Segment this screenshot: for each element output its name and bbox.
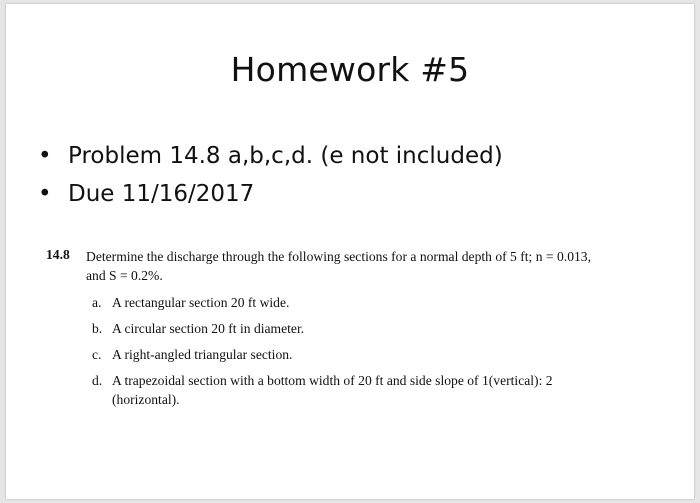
problem-parts <box>46 293 666 409</box>
part-letter: a. <box>92 295 102 310</box>
problem-block <box>46 247 666 416</box>
bullet-text: Due 11/16/2017 <box>68 181 255 207</box>
part-text-continued: (horizontal). <box>112 392 180 407</box>
problem-statement <box>86 247 666 285</box>
part-text: A circular section 20 ft in diameter. <box>112 321 305 336</box>
bullet-dot-icon: • <box>38 181 52 207</box>
part-letter: d. <box>92 373 103 388</box>
bullet-item <box>38 175 503 213</box>
problem-part <box>46 371 666 409</box>
problem-number: 14.8 <box>46 247 70 262</box>
part-text: A trapezoidal section with a bottom width of 20 ft and side slope of 1(vertical): 2 <box>112 373 553 388</box>
bullet-dot-icon: • <box>38 143 52 169</box>
problem-part <box>46 293 666 312</box>
part-text: A right-angled triangular section. <box>112 347 293 362</box>
problem-statement-line: and S = 0.2%. <box>86 268 163 283</box>
slide <box>6 4 694 499</box>
bullet-item <box>38 137 503 175</box>
problem-part <box>46 345 666 364</box>
problem-part <box>46 319 666 338</box>
slide-title: Homework #5 <box>230 50 470 89</box>
bullet-text: Problem 14.8 a,b,c,d. (e not included) <box>68 143 503 169</box>
part-letter: b. <box>92 321 103 336</box>
part-text: A rectangular section 20 ft wide. <box>112 295 290 310</box>
bullet-list <box>38 137 503 213</box>
problem-statement-line: Determine the discharge through the following sections for a normal depth of 5 ft; n = 0.013, <box>86 249 591 264</box>
part-letter: c. <box>92 347 102 362</box>
